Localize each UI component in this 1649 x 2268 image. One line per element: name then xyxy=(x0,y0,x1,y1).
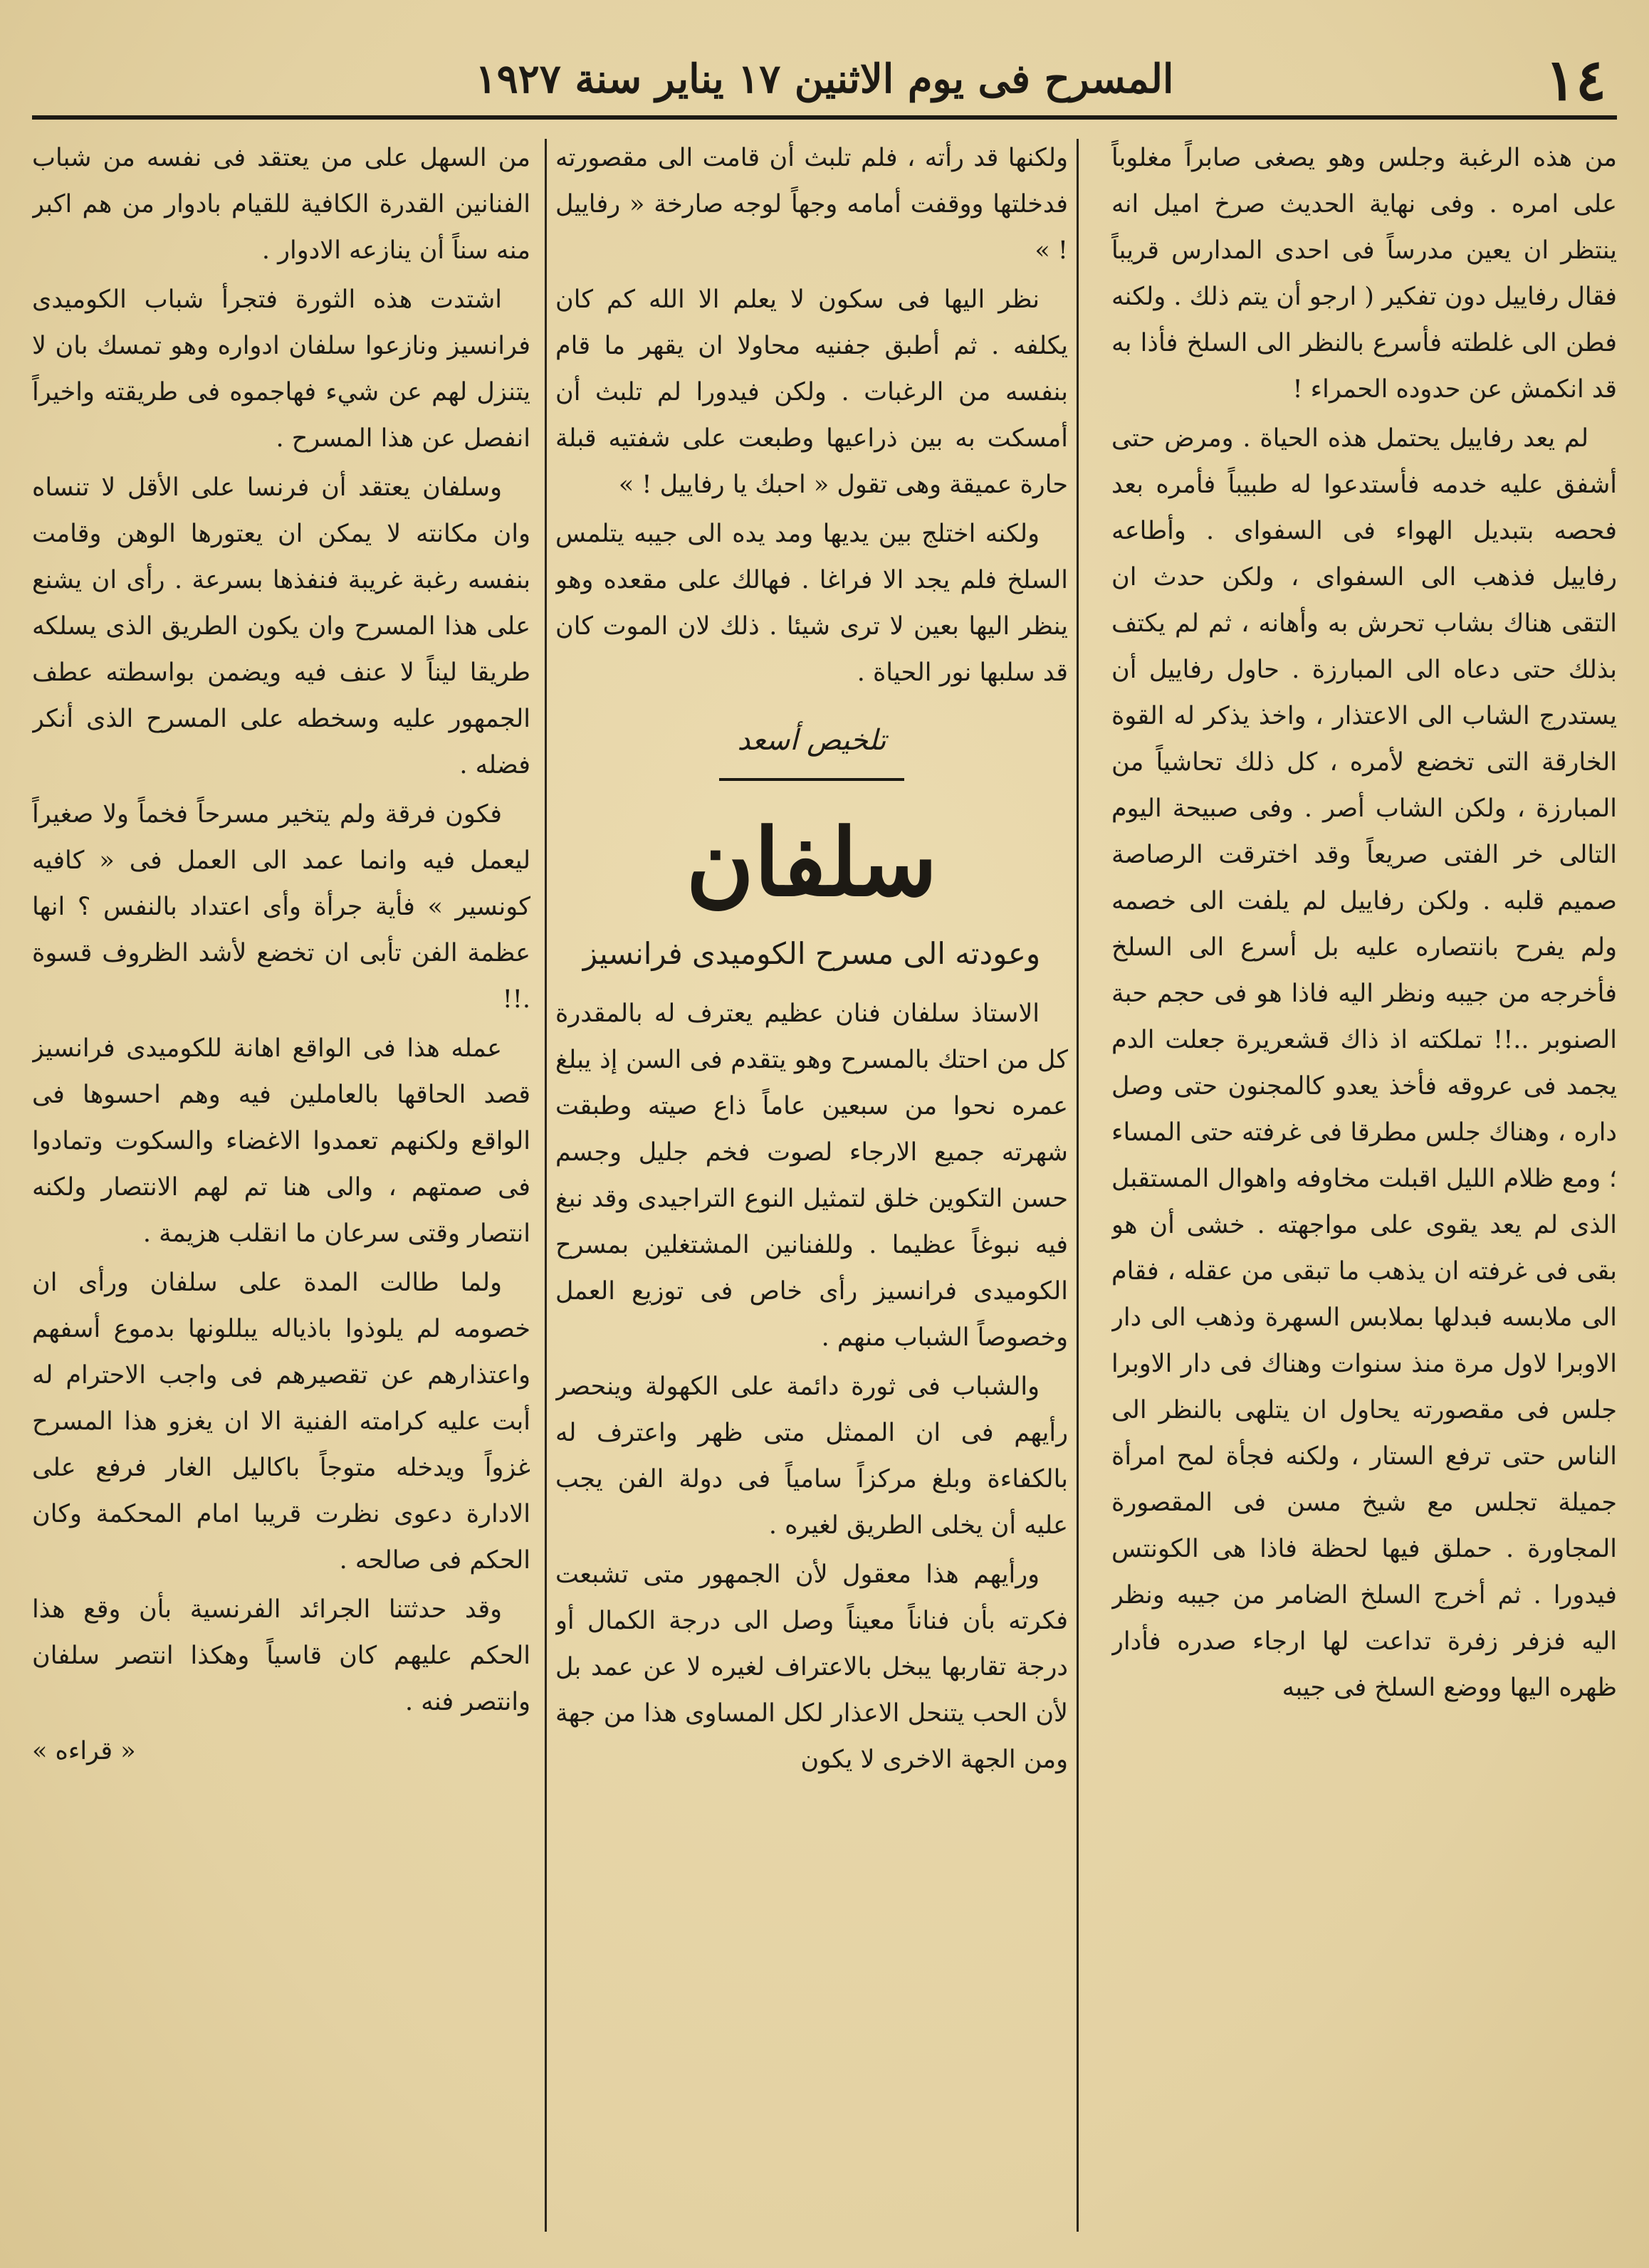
paragraph: ولكنه اختلج بين يديها ومد يده الى جيبه يتلمس السلخ فلم يجد الا فراغا . فهالك على مقعده وهو ينظر اليها بعين لا ترى شيئا . ذلك لان الموت كان قد سلبها نور الحياة . xyxy=(555,520,1068,687)
paragraph: اشتدت هذه الثورة فتجرأ شباب الكوميدى فرانسيز ونازعوا سلفان ادواره وهو تمسك بان لا يتنزل لهم عن شيء فهاجموه فى طريقته واخيراً انفصل عن هذا المسرح . xyxy=(32,285,530,453)
paragraph: ورأيهم هذا معقول لأن الجمهور متى تشبعت فكرته بأن فناناً معيناً وصل الى درجة الكمال أو درجة تقاربها يبخل بالاعتراف لغيره لا عن عمد بل لأن الحب يتنحل الاعذار لكل المساوى هذا من جهة ومن الجهة الاخرى لا يكون xyxy=(555,1560,1068,1774)
paragraph: وقد حدثتنا الجرائد الفرنسية بأن وقع هذا الحكم عليهم كان قاسياً وهكذا انتصر سلفان وانتصر فنه . xyxy=(32,1595,530,1716)
paragraph: ولما طالت المدة على سلفان ورأى ان خصومه لم يلوذوا باذياله يبللونها بدموع أسفهم واعتذارهم عن تقصيرهم فى واجب الاحترام له أبت عليه كرامته الفنية الا ان يغزو هذا المسرح غزواً ويدخله متوجاً باكاليل الغار فرفع على الادارة دعوى نظرت قريبا امام المحكمة وكان الحكم فى صالحه . xyxy=(32,1269,530,1575)
column-divider-right xyxy=(1077,139,1079,2232)
paragraph: فكون فرقة ولم يتخير مسرحاً فخماً ولا صغيراً ليعمل فيه وانما عمد الى العمل فى « كافيه كونسير » فأية جرأة وأى اعتداد بالنفس ؟ انها عظمة الفن تأبى ان تخضع لأشد الظروف قسوة .!! xyxy=(32,800,530,1014)
column-right xyxy=(1111,135,1617,2242)
article-subtitle: وعودته الى مسرح الكوميدى فرانسيز xyxy=(582,936,1041,971)
paragraph: من هذه الرغبة وجلس وهو يصغى صابراً مغلوباً على امره . وفى نهاية الحديث صرخ اميل انه ينتظر ان يعين مدرساً فى احدى المدارس قريباً فقال رفاييل دون تفكير ( ارجو أن يتم ذلك . ولكنه فطن الى غلطته فأسرع بالنظر الى السلخ فأذا به قد انكمش عن حدوده الحمراء ! xyxy=(1111,144,1617,404)
header-rule xyxy=(32,115,1617,120)
paragraph: وسلفان يعتقد أن فرنسا على الأقل لا تنساه وان مكانته لا يمكن ان يعتورها الوهن وقامت بنفسه رغبة غريبة فنفذها بسرعة . رأى ان يشنع على هذا المسرح وان يكون الطريق الذى يسلكه طريقا ليناً لا عنف فيه ويضمن بواسطته عطف الجمهور عليه وسخطه على المسرح الذى أنكر فضله . xyxy=(32,473,530,779)
continued-mark: « قراءه » xyxy=(32,1737,136,1765)
paragraph: ولكنها قد رأته ، فلم تلبث أن قامت الى مقصورته فدخلتها ووقفت أمامه وجهاً لوجه صارخة « رفاييل ! » xyxy=(555,144,1068,265)
header-title: المسرح فى يوم الاثنين ١٧ يناير سنة ١٩٢٧ xyxy=(475,56,1174,103)
column-divider-left xyxy=(545,139,547,2232)
page-header xyxy=(28,43,1621,114)
paragraph: لم يعد رفاييل يحتمل هذه الحياة . ومرض حتى أشفق عليه خدمه فأستدعوا له طبيباً فأمره بعد فحصه بتبديل الهواء فى السفواى . وأطاعه رفاييل فذهب الى السفواى ، ولكن حدث ان التقى هناك بشاب تحرش به وأهانه ، ثم لم يكتف بذلك حتى دعاه الى المبارزة . حاول رفاييل أن يستدرج الشاب الى الاعتذار ، واخذ يذكر له القوة الخارقة التى تخضع لأمره ، كل ذلك تحاشياً من المبارزة ، ولكن الشاب أصر . وفى صبيحة اليوم التالى خر الفتى صريعاً وقد اخترقت الرصاصة صميم قلبه . ولكن رفاييل لم يلفت الى خصمه ولم يفرح بانتصاره عليه بل أسرع الى السلخ فأخرجه من جيبه ونظر اليه فاذا هو فى حجم حبة الصنوبر ..!! تملكته اذ ذاك قشعريرة جعلت الدم يجمد فى عروقه فأخذ يعدو كالمجنون حتى وصل داره ، وهناك جلس مطرقا فى غرفته حتى المساء ؛ ومع ظلام الليل اقبلت مخاوفه واهوال المستقبل الذى لم يعد يقوى على مواجهته . خشى أن هو بقى فى غرفته ان يذهب ما تبقى من عقله ، فقام الى ملابسه فبدلها بملابس السهرة وذهب الى دار الاوبرا لاول مرة منذ سنوات وهناك فى دار الاوبرا جلس فى مقصورته يحاول ان يتلهى بالنظر الى الناس حتى ترفع الستار ، ولكنه فجأة لمح امرأة جميلة تجلس مع شيخ مسن فى المقصورة المجاورة . حملق فيها لحظة فاذا هى الكونتس فيدورا . ثم أخرج السلخ الضامر من جيبه ونظر اليه فزفر زفرة تداعت لها ارجاء صدره فأدار ظهره اليها ووضع السلخ فى جيبه xyxy=(1111,424,1617,1702)
paragraph: والشباب فى ثورة دائمة على الكهولة وينحصر رأيهم فى ان الممثل متى ظهر واعترف له بالكفاءة وبلغ مركزاً سامياً فى دولة الفن يجب عليه أن يخلى الطريق لغيره . xyxy=(555,1372,1068,1540)
page-number: ١٤ xyxy=(1545,46,1606,113)
paragraph: من السهل على من يعتقد فى نفسه من شباب الفنانين القدرة الكافية للقيام بادوار من هم اكبر منه سناً أن ينازعه الادوار . xyxy=(32,144,530,265)
article-title: سلفان xyxy=(686,808,938,917)
column-middle xyxy=(555,135,1068,2242)
paragraph: عمله هذا فى الواقع اهانة للكوميدى فرانسيز قصد الحاقها بالعاملين فيه وهم احسوها فى الواقع ولكنهم تعمدوا الاغضاء والسكوت وتمادوا فى صمتهم ، والى هنا تم لهم الانتصار ولكنه انتصار وقتى سرعان ما انقلب هزيمة . xyxy=(32,1034,530,1248)
section-separator xyxy=(719,778,904,781)
paragraph: الاستاذ سلفان فنان عظيم يعترف له بالمقدرة كل من احتك بالمسرح وهو يتقدم فى السن إذ يبلغ عمره نحوا من سبعين عاماً ذاع صيته وطبقت شهرته جميع الارجاء لصوت فخم جليل وجسم حسن التكوين خلق لتمثيل النوع التراجيدى وقد نبغ فيه نبوغاً عظيما . وللفنانين المشتغلين بمسرح الكوميدى فرانسيز رأى خاص فى توزيع العمل وخصوصاً الشباب منهم . xyxy=(555,999,1068,1352)
author-signature: تلخيص أسعد xyxy=(737,724,886,757)
column-left xyxy=(32,135,530,2242)
paragraph: نظر اليها فى سكون لا يعلم الا الله كم كان يكلفه . ثم أطبق جفنيه محاولا ان يقهر ما قام بنفسه من الرغبات . ولكن فيدورا لم تلبث أن أمسكت به بين ذراعيها وطبعت على شفتيه قبلة حارة عميقة وهى تقول « احبك يا رفاييل ! » xyxy=(555,285,1068,499)
